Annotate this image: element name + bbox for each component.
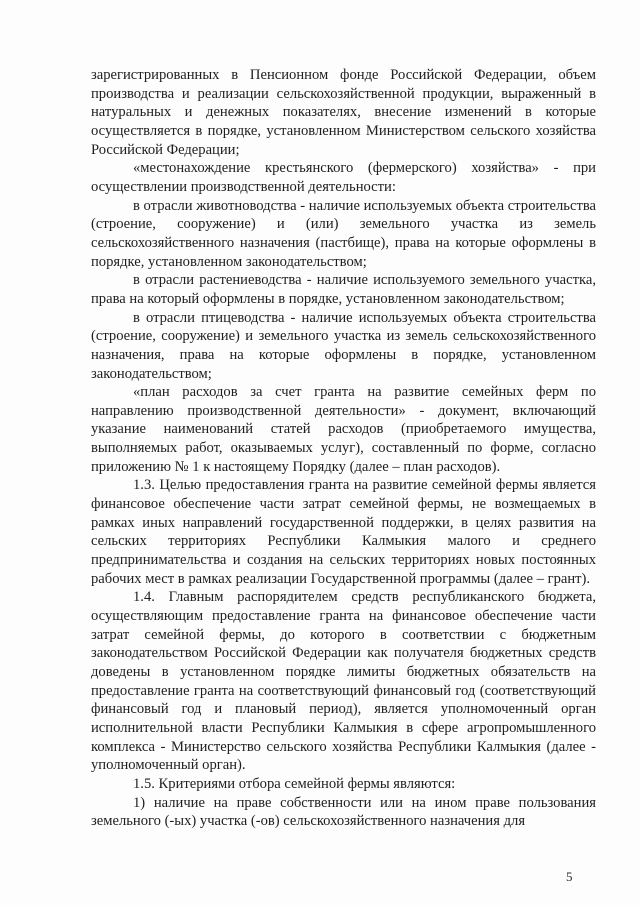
- paragraph-registration-continuation: зарегистрированных в Пенсионном фонде Российской Федерации, объем производства и реализации сельскохозяйственной продукции, выраженный в натуральных и денежных показателях, внесение изменений в которые осуществляется в порядке, установленном Министерством сельского хозяйства Российской Федерации;: [91, 67, 596, 158]
- paragraph-section-1-4: 1.4. Главным распорядителем средств республиканского бюджета, осуществляющим предоставление гранта на финансовое обеспечение части затрат семейной фермы, до которого в соответствии с бюджетным законодательством Российской Федерации как получателя бюджетных средств доведены в установленном порядке лимиты бюджетных обязательств на предоставление гранта на соответствующий финансовый год (соответствующий финансовый год и плановый период), является уполномоченный орган исполнительной власти Республики Калмыкия в сфере агропромышленного комплекса - Министерство сельского хозяйства Республики Калмыкия (далее - уполномоченный орган).: [91, 589, 596, 774]
- paragraph-section-1-5: 1.5. Критериями отбора семейной фермы являются:: [133, 775, 456, 792]
- paragraph-poultry-branch: в отрасли птицеводства - наличие используемых объекта строительства (строение, сооружение) и земельного участка из земель сельскохозяйственного назначения, права на которые оформлены в порядке, установленном законодательством;: [91, 309, 596, 382]
- paragraph-livestock-branch: в отрасли животноводства - наличие используемых объекта строительства (строение, сооружение) и (или) земельного участка из земель сельскохозяйственного назначения (пастбище), права на которые оформлены в порядке, установленном законодательством;: [91, 197, 596, 270]
- paragraph-criterion-1: 1) наличие на праве собственности или на ином праве пользования земельного (-ых) участка (-ов) сельскохозяйственного назначения для: [91, 794, 596, 830]
- paragraph-farm-location-definition: «местонахождение крестьянского (фермерского) хозяйства» - при осуществлении производственной деятельности:: [91, 160, 596, 195]
- document-body: [91, 66, 596, 831]
- paragraph-section-1-3: 1.3. Целью предоставления гранта на развитие семейной фермы является финансовое обеспечение части затрат семейной фермы, не возмещаемых в рамках иных направлений государственной поддержки, в целях развития на сельских территориях Республики Калмыкия малого и среднего предпринимательства и создания на сельских территориях новых постоянных рабочих мест в рамках реализации Государственной программы (далее – грант).: [91, 477, 596, 587]
- page-number: 5: [566, 869, 573, 884]
- paragraph-expense-plan-definition: «план расходов за счет гранта на развитие семейных ферм по направлению производственной деятельности» - документ, включающий указание наименований статей расходов (приобретаемого имущества, выполняемых работ, оказываемых услуг), составленный по форме, согласно приложению № 1 к настоящему Порядку (далее – план расходов).: [91, 384, 596, 475]
- paragraph-crop-branch: в отрасли растениеводства - наличие используемого земельного участка, права на который оформлены в порядке, установленном законодательством;: [91, 272, 596, 307]
